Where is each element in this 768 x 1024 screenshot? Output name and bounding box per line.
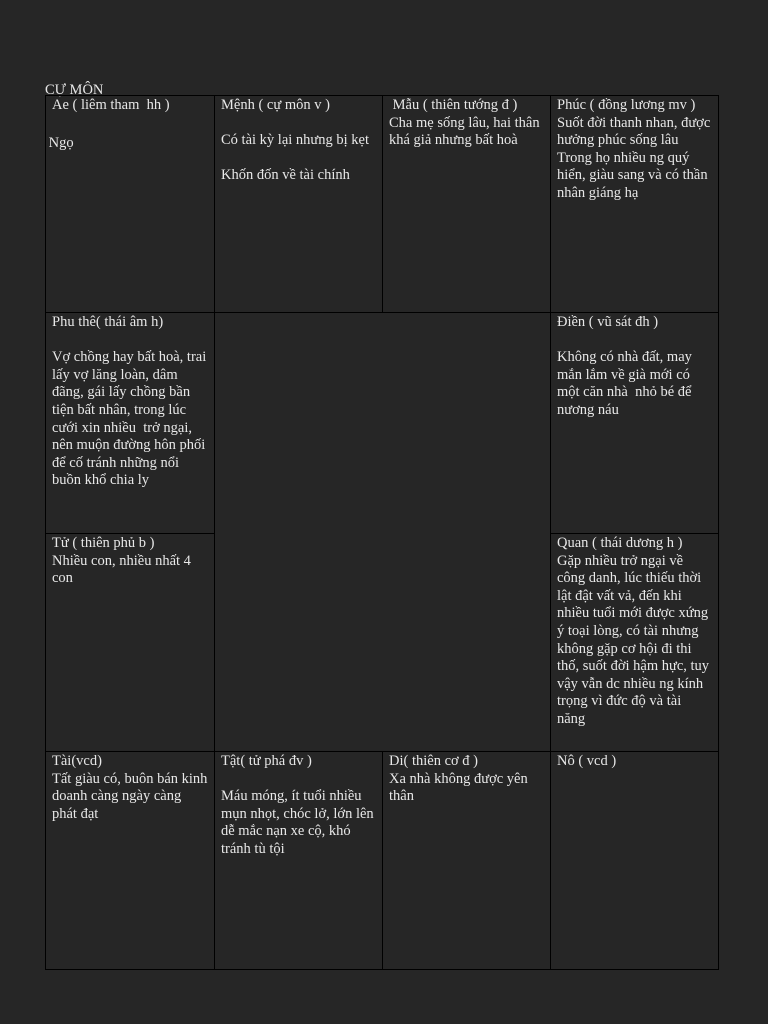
cell-phuc: Phúc ( đồng lương mv ) Suốt đời thanh nhan, được hưởng phúc sống lâu Trong họ nhiều ng quý hiển, giàu sang và có thần nhân giáng hạ xyxy=(551,96,719,313)
palace-table xyxy=(45,95,719,970)
cell-menh: Mệnh ( cự môn v ) Có tài kỳ lại nhưng bị kẹt Khốn đốn về tài chính xyxy=(215,96,383,313)
cell-tat: Tật( tử phá đv ) Máu móng, ít tuổi nhiều mụn nhọt, chóc lở, lớn lên dễ mắc nạn xe cộ, khó tránh tù tội xyxy=(215,752,383,970)
cell-dien: Điền ( vũ sát đh ) Không có nhà đất, may mắn lắm về già mới có một căn nhà nhỏ bé để nương náu xyxy=(551,313,719,534)
cell-di: Di( thiên cơ đ ) Xa nhà không được yên thân xyxy=(383,752,551,970)
cell-phu-the: Phu thê( thái âm h) Vợ chồng hay bất hoà, trai lấy vợ lăng loàn, dâm đãng, gái lấy chồng bần tiện bất nhân, trong lúc cưới xin nhiều trở ngại, nên muộn đường hôn phối để cố tránh những nổi buồn khổ chia ly xyxy=(46,313,215,534)
cell-tai: Tài(vcd) Tất giàu có, buôn bán kinh doanh càng ngày càng phát đạt xyxy=(46,752,215,970)
title-line-2: Ngọ xyxy=(45,134,74,151)
title-line-1: CỰ MÔN xyxy=(45,82,104,99)
cell-tu: Tử ( thiên phủ b ) Nhiều con, nhiều nhất 4 con xyxy=(46,534,215,752)
cell-no: Nô ( vcd ) xyxy=(551,752,719,970)
cell-mau: Mẫu ( thiên tướng đ ) Cha mẹ sống lâu, hai thân khá giả nhưng bất hoà xyxy=(383,96,551,313)
cell-quan: Quan ( thái dương h ) Gặp nhiều trở ngại về công danh, lúc thiếu thời lật đật vất vả, đến khi nhiều tuổi mới được xứng ý toại lòng, có tài nhưng không gặp cơ hội đi thi thố, suốt đời hậm hực, tuy vậy vẫn dc nhiều ng kính trọng vì đức độ và tài năng xyxy=(551,534,719,752)
center-empty-cell xyxy=(215,313,551,752)
cell-ae: Ae ( liêm tham hh ) xyxy=(46,96,215,313)
